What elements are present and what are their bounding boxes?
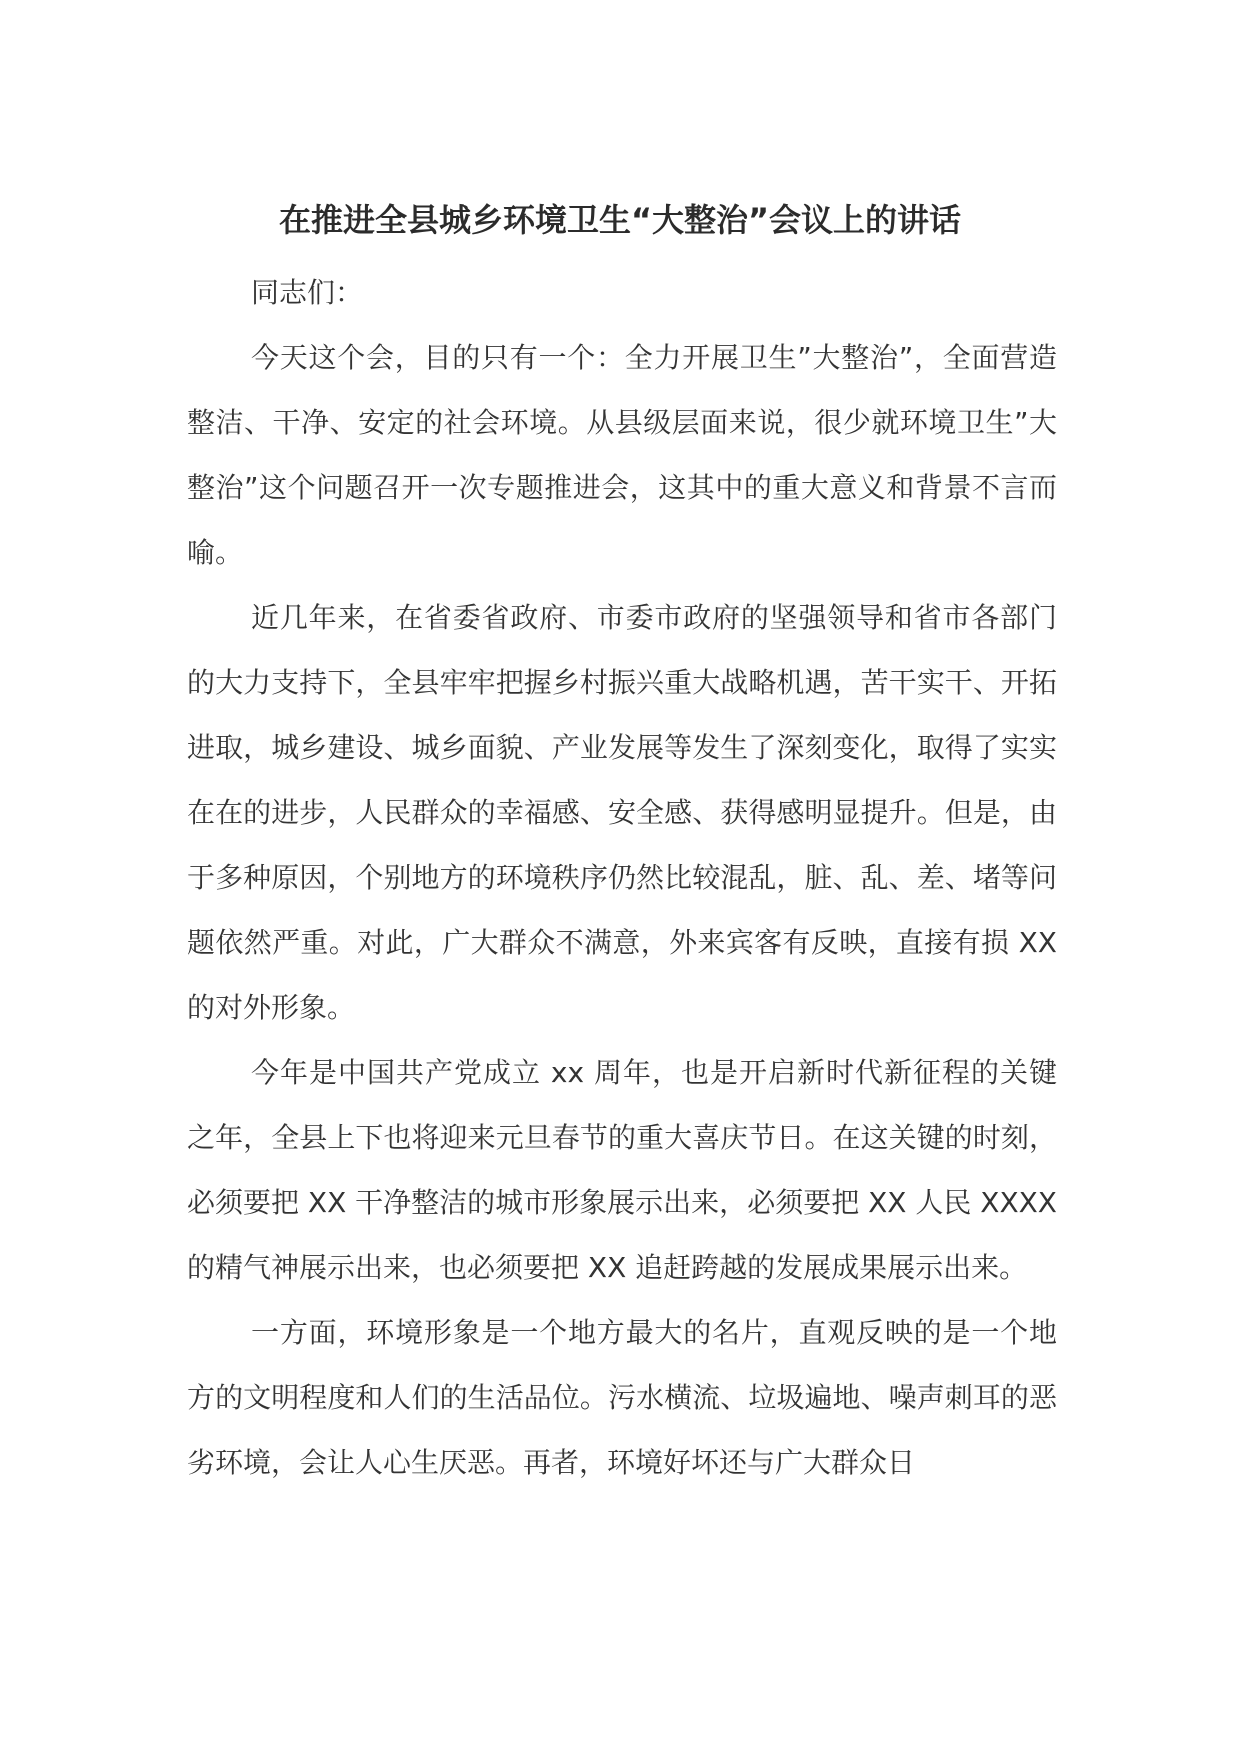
salutation: 同志们： (251, 276, 364, 309)
document-title: 在推进全县城乡环境卫生“大整治”会议上的讲话 (278, 201, 962, 239)
paragraph-4: 一方面，环境形象是一个地方最大的名片，直观反映的是一个地方的文明程度和人们的生活品位。污水横流、垃圾遍地、噪声刺耳的恶劣环境，会让人心生厌恶。再者，环境好坏还与广大群众日 (187, 1316, 1057, 1479)
document-body (187, 260, 1057, 1495)
paragraph-2: 近几年来，在省委省政府、市委市政府的坚强领导和省市各部门的大力支持下，全县牢牢把握乡村振兴重大战略机遇，苦干实干、开拓进取，城乡建设、城乡面貌、产业发展等发生了深刻变化，取得了实实在在的进步，人民群众的幸福感、安全感、获得感明显提升。但是，由于多种原因，个别地方的环境秩序仍然比较混乱，脏、乱、差、堵等问题依然严重。对此，广大群众不满意，外来宾客有反映，直接有损 XX 的对外形象。 (187, 601, 1057, 1024)
paragraph-1: 今天这个会，目的只有一个：全力开展卫生”大整治”，全面营造整洁、干净、安定的社会环境。从县级层面来说，很少就环境卫生”大整治”这个问题召开一次专题推进会，这其中的重大意义和背景不言而喻。 (187, 341, 1057, 569)
paragraph-3: 今年是中国共产党成立 xx 周年，也是开启新时代新征程的关键之年，全县上下也将迎来元旦春节的重大喜庆节日。在这关键的时刻，必须要把 XX 干净整洁的城市形象展示出来，必须要把 XX 人民 XXXX 的精气神展示出来，也必须要把 XX 追赶跨越的发展成果展示出来。 (187, 1056, 1057, 1284)
